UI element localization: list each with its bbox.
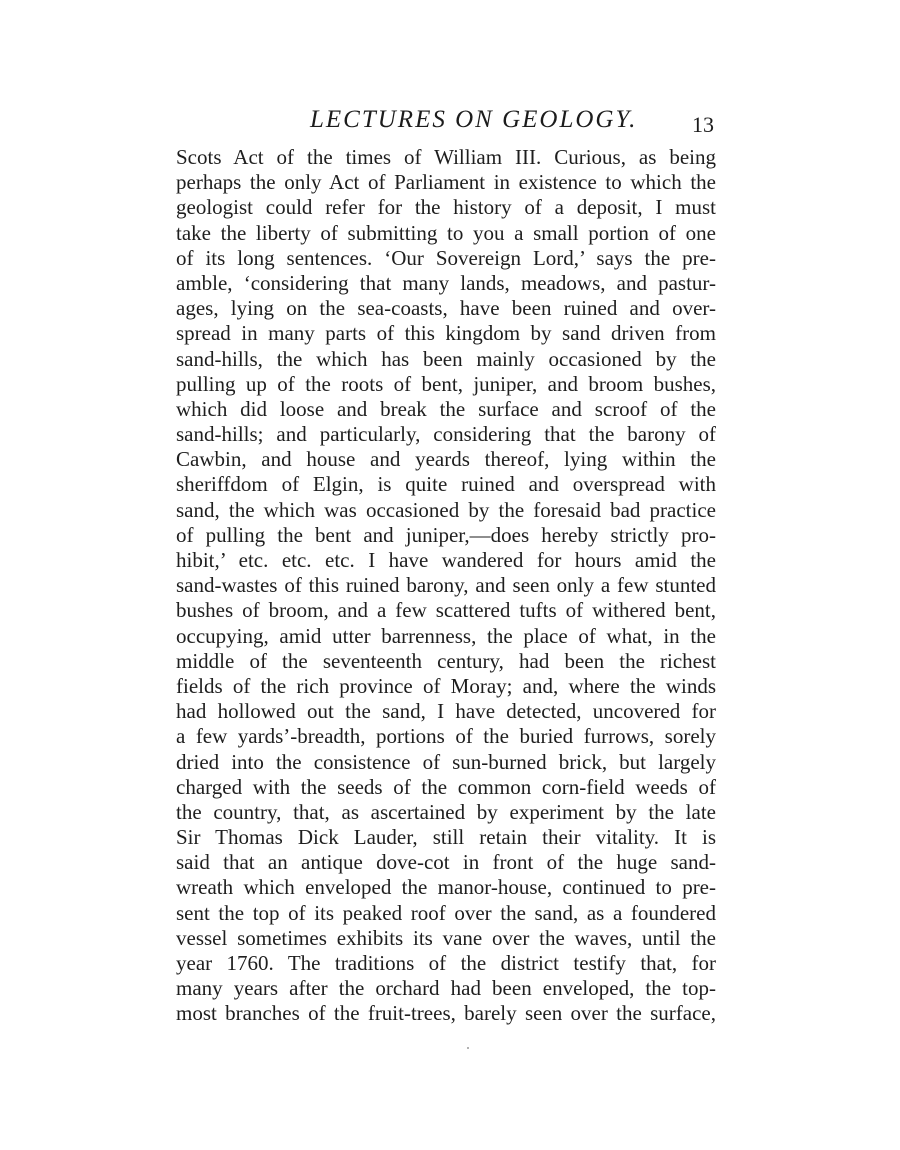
text-line: sand-hills; and particularly, considering that the barony of: [176, 422, 716, 447]
text-line: had hollowed out the sand, I have detected, uncovered for: [176, 699, 716, 724]
text-line: many years after the orchard had been enveloped, the top-: [176, 976, 716, 1001]
text-line: geologist could refer for the history of a deposit, I must: [176, 195, 716, 220]
text-line: Scots Act of the times of William III. Curious, as being: [176, 145, 716, 169]
text-line: sand-wastes of this ruined barony, and seen only a few stunted: [176, 573, 716, 598]
text-line: a few yards’-breadth, portions of the buried furrows, sorely: [176, 724, 716, 749]
body-text: [176, 145, 716, 1027]
text-line: of its long sentences. ‘Our Sovereign Lord,’ says the pre-: [176, 245, 716, 270]
text-line: year 1760. The traditions of the district testify that, for: [176, 951, 716, 975]
text-line: middle of the seventeenth century, had been the richest: [176, 648, 716, 673]
text-line: hibit,’ etc. etc. etc. I have wandered for hours amid the: [176, 548, 716, 572]
text-line: said that an antique dove-cot in front of the huge sand-: [176, 850, 716, 875]
text-line: Cawbin, and house and yeards thereof, lying within the: [176, 447, 716, 472]
text-line: perhaps the only Act of Parliament in existence to which the: [176, 170, 716, 195]
text-line: vessel sometimes exhibits its vane over the waves, until the: [176, 925, 716, 950]
text-line: bushes of broom, and a few scattered tufts of withered bent,: [176, 598, 716, 623]
text-line: sand, the which was occasioned by the foresaid bad practice: [176, 497, 716, 522]
text-line: take the liberty of submitting to you a small portion of one: [176, 220, 716, 245]
text-line: sand-hills, the which has been mainly occasioned by the: [176, 346, 716, 371]
text-line: pulling up of the roots of bent, juniper, and broom bushes,: [176, 371, 716, 396]
text-line: sheriffdom of Elgin, is quite ruined and overspread with: [176, 472, 716, 497]
text-line: charged with the seeds of the common corn-field weeds of: [176, 774, 716, 799]
text-line: ages, lying on the sea-coasts, have been ruined and over-: [176, 296, 716, 321]
text-line: spread in many parts of this kingdom by sand driven from: [176, 321, 716, 346]
text-line: sent the top of its peaked roof over the sand, as a foundered: [176, 900, 716, 925]
text-line: the country, that, as ascertained by experiment by the late: [176, 799, 716, 824]
text-line: amble, ‘considering that many lands, meadows, and pastur-: [176, 270, 716, 295]
text-line: fields of the rich province of Moray; and, where the winds: [176, 673, 716, 698]
text-line: dried into the consistence of sun-burned brick, but largely: [176, 749, 716, 774]
page-number: 13: [692, 112, 714, 137]
text-line: of pulling the bent and juniper,—does hereby strictly pro-: [176, 522, 716, 547]
text-line: most branches of the fruit-trees, barely seen over the surface,: [176, 1001, 716, 1026]
running-head: LECTURES ON GEOLOGY.: [310, 106, 638, 133]
text-line: occupying, amid utter barrenness, the place of what, in the: [176, 623, 716, 648]
paper-speck: [467, 1047, 469, 1049]
text-line: Sir Thomas Dick Lauder, still retain their vitality. It is: [176, 825, 716, 850]
text-line: which did loose and break the surface and scroof of the: [176, 396, 716, 421]
text-line: wreath which enveloped the manor-house, continued to pre-: [176, 875, 716, 900]
